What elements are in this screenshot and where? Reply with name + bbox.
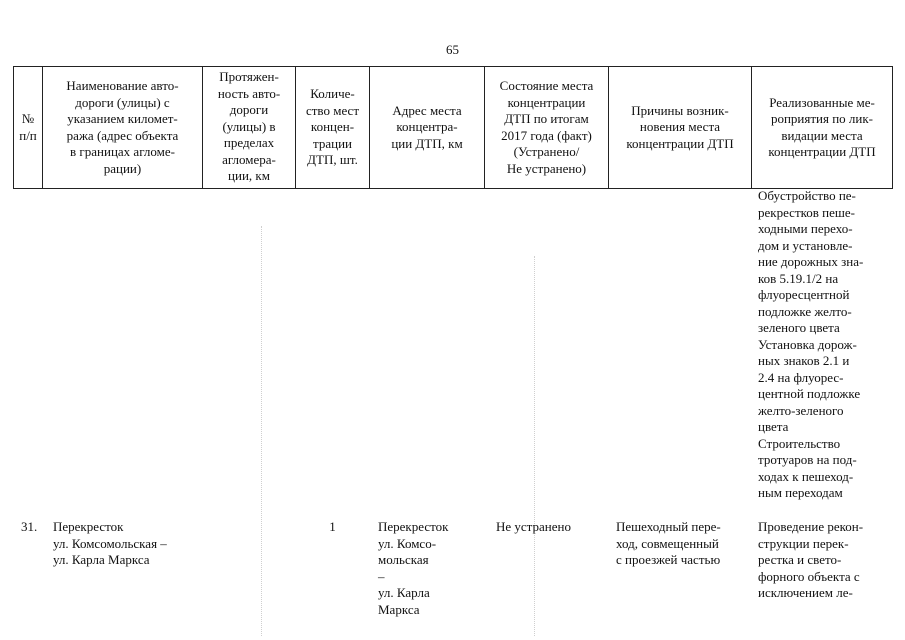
header-num: № п/п xyxy=(19,111,37,143)
header-status: Состояние места концентрации ДТП по итогам 2017 года (факт) (Устранено/ Не устранено) xyxy=(499,78,594,176)
data-table xyxy=(13,66,893,640)
column-divider xyxy=(892,66,893,189)
header-address: Адрес места концентра- ции ДТП, км xyxy=(391,102,463,151)
page-number: 65 xyxy=(446,42,459,57)
header-count: Количе- ство мест концен- трации ДТП, шт. xyxy=(305,86,360,168)
row-road: Перекресток ул. Комсомольская – ул. Карла Маркса xyxy=(53,519,167,567)
row-reasons: Пешеходный пере- ход, совмещенный с проезжей частью xyxy=(616,519,721,567)
row-address: Перекресток ул. Комсо- мольская – ул. Карла Маркса xyxy=(378,519,449,617)
row-measures: Проведение рекон- струкции перек- рестка и свето- форного объекта с исключением ле- xyxy=(758,519,864,600)
row-count: 1 xyxy=(329,519,336,534)
header-road: Наименование авто- дороги (улицы) с указанием километ- ража (адрес объекта в границах агломе- рации) xyxy=(66,78,179,176)
header-length: Протяжен- ность авто- дороги (улицы) в пределах агломера- ции, км xyxy=(217,69,281,183)
header-measures: Реализованные ме- роприятия по лик- видации места концентрации ДТП xyxy=(768,94,876,159)
column-guide xyxy=(534,256,535,636)
column-guide xyxy=(261,226,262,636)
measures-continuation: Обустройство пе- рекрестков пеше- ходными перехо- дом и установле- ние дорожных зна- ков 5.19.1/2 на флуоресцентной подложке желто- зеленого цвета Установка дорож- ных знаков 2.1 и 2.4 на флуорес- центной подложке желто-зеленого цвета Строительство тротуаров на под- ходах к пешеход- ным переходам xyxy=(758,188,864,500)
row-num: 31. xyxy=(21,519,38,534)
row-status: Не устранено xyxy=(496,519,571,534)
header-reasons: Причины возник- новения места концентрации ДТП xyxy=(626,102,734,151)
